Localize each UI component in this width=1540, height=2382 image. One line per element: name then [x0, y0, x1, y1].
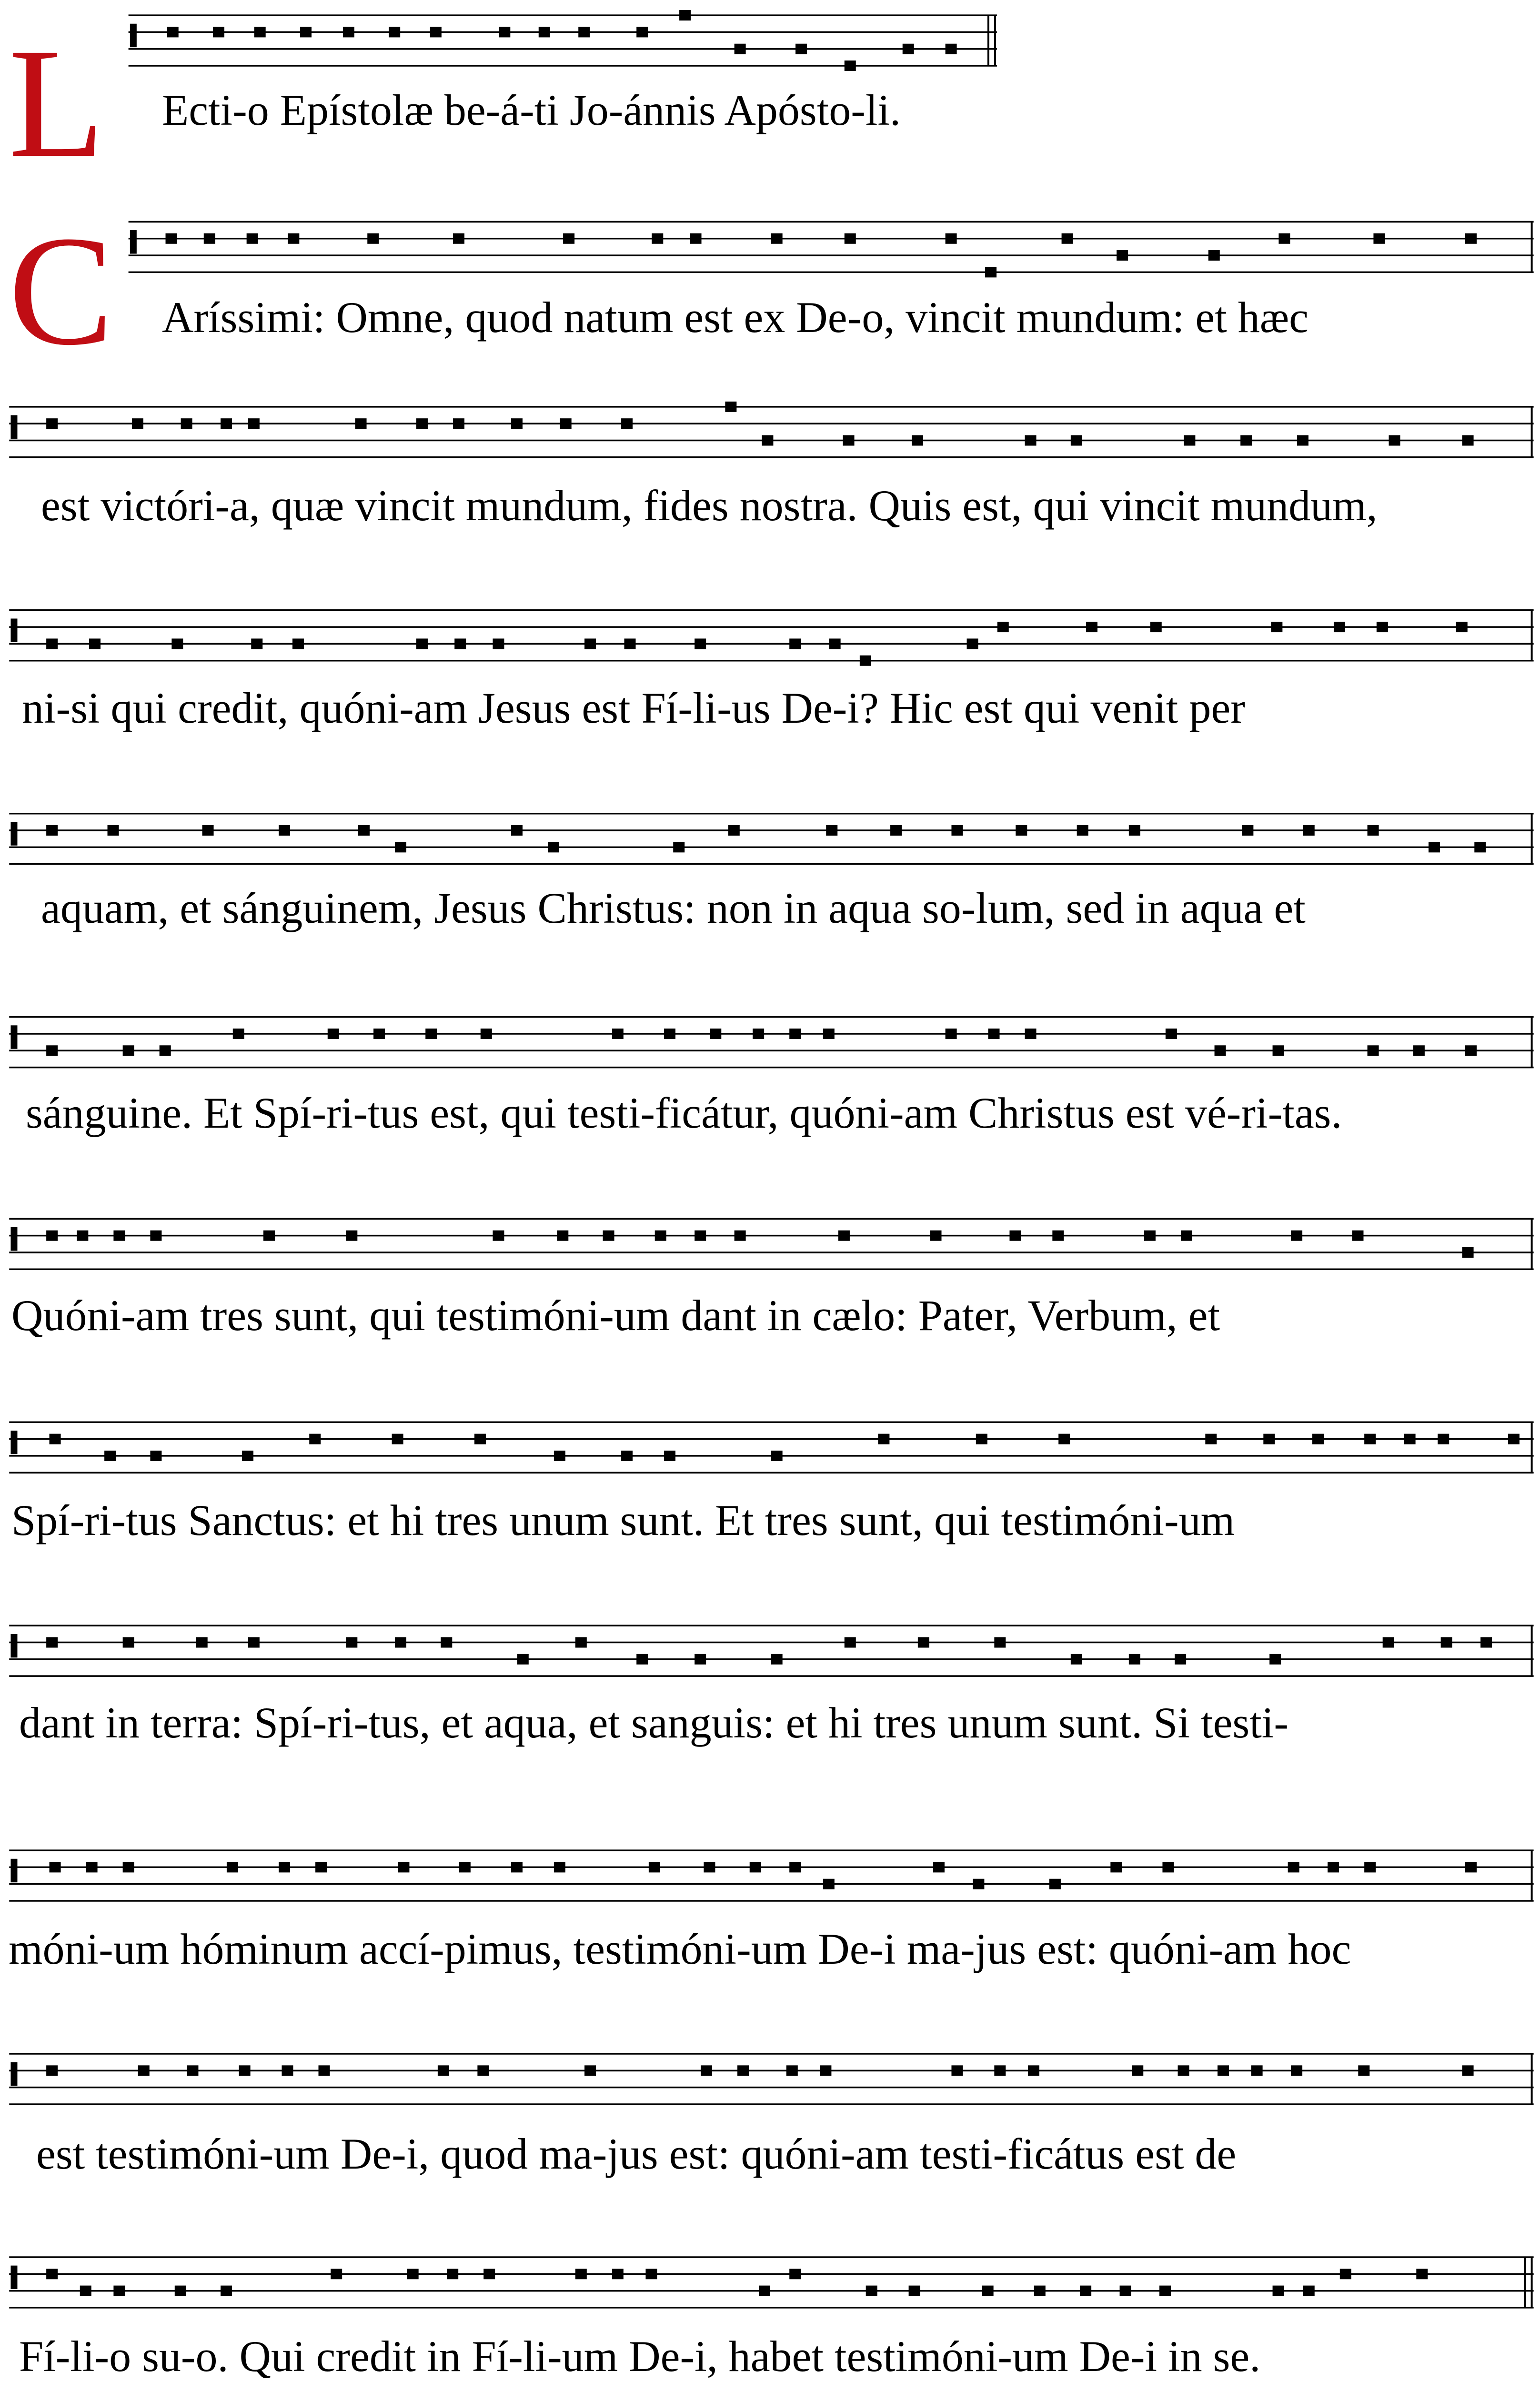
neume-punctum [46, 1231, 58, 1241]
neume-punctum [150, 1231, 161, 1241]
neume-punctum [1080, 2286, 1091, 2296]
neume-punctum [1312, 1434, 1324, 1444]
neume-punctum [77, 1231, 88, 1241]
neume-punctum [1462, 2065, 1474, 2076]
neume-punctum [1058, 1434, 1070, 1444]
lyric-line: est victóri-a, quæ vincit mundum, fides nostra. Quis est, qui vincit mundum, [41, 481, 1378, 530]
neume-punctum [346, 1231, 357, 1241]
neume-punctum [187, 2065, 198, 2076]
neume-punctum [860, 656, 871, 666]
neume-punctum [621, 418, 633, 429]
neume-punctum [695, 638, 706, 649]
neume-punctum [46, 1045, 58, 1056]
neume-punctum [845, 1637, 856, 1648]
neume-punctum [398, 1862, 409, 1872]
neume-punctum [737, 2065, 749, 2076]
lyric-line: sánguine. Et Spí-ri-tus est, qui testi-ficátur, quóni-am Christus est vé-ri-tas. [26, 1089, 1342, 1137]
neume-punctum [221, 2286, 232, 2296]
neume-punctum [46, 638, 58, 649]
neume-punctum [1462, 1247, 1474, 1258]
neume-punctum [997, 622, 1009, 632]
neume-punctum [1242, 825, 1253, 836]
neume-punctum [557, 1231, 568, 1241]
neume-punctum [1086, 622, 1097, 632]
neume-punctum [108, 825, 119, 836]
neume-punctum [166, 233, 177, 244]
neume-punctum [909, 2286, 920, 2296]
neume-punctum [1438, 1434, 1449, 1444]
neume-punctum [150, 1451, 161, 1461]
neume-punctum [838, 1231, 850, 1241]
neume-punctum [474, 1434, 486, 1444]
neume-punctum [789, 2269, 801, 2279]
neume-punctum [771, 1654, 783, 1665]
neume-punctum [612, 1029, 624, 1039]
neume-punctum [789, 1029, 801, 1039]
neume-punctum [976, 1434, 987, 1444]
neume-punctum [621, 1451, 633, 1461]
neume-punctum [695, 1231, 706, 1241]
neume-punctum [1144, 1231, 1156, 1241]
neume-punctum [1297, 435, 1308, 445]
neume-punctum [227, 1862, 238, 1872]
neume-punctum [1389, 435, 1400, 445]
neume-punctum [282, 2065, 293, 2076]
neume-punctum [946, 1029, 957, 1039]
neume-punctum [1218, 2065, 1229, 2076]
neume-punctum [1291, 2065, 1302, 2076]
neume-punctum [1175, 1654, 1186, 1665]
neume-punctum [584, 638, 596, 649]
neume-punctum [664, 1451, 675, 1461]
neume-punctum [820, 2065, 831, 2076]
neume-punctum [930, 1231, 942, 1241]
neume-punctum [1077, 825, 1088, 836]
neume-punctum [1404, 1434, 1416, 1444]
neume-punctum [167, 27, 179, 37]
neume-punctum [292, 638, 304, 649]
neume-punctum [563, 233, 574, 244]
neume-punctum [845, 233, 856, 244]
neume-punctum [759, 2286, 770, 2296]
neume-punctum [823, 1879, 835, 1889]
neume-punctum [903, 44, 914, 54]
c-clef [130, 230, 137, 253]
neume-punctum [113, 1231, 125, 1241]
lyric-line: Spí-ri-tus Sanctus: et hi tres unum sunt. Et tres sunt, qui testimóni-um [11, 1496, 1235, 1544]
neume-punctum [425, 1029, 437, 1039]
neume-punctum [1273, 1045, 1284, 1056]
lyric-line: móni-um hóminum accí-pimus, testimóni-um De-i ma-jus est: quóni-am hoc [9, 1925, 1351, 1973]
neume-punctum [367, 233, 379, 244]
neume-punctum [511, 418, 523, 429]
neume-punctum [279, 1862, 290, 1872]
neume-punctum [578, 27, 590, 37]
neume-punctum [636, 1654, 648, 1665]
neume-punctum [1110, 1862, 1122, 1872]
neume-punctum [1052, 1231, 1064, 1241]
neume-punctum [1474, 842, 1486, 852]
neume-punctum [438, 2065, 449, 2076]
neume-punctum [1117, 250, 1128, 261]
neume-punctum [1071, 435, 1082, 445]
neume-punctum [1364, 1862, 1376, 1872]
neume-punctum [1025, 435, 1037, 445]
neume-punctum [319, 2065, 330, 2076]
neume-punctum [80, 2286, 91, 2296]
neume-punctum [789, 638, 801, 649]
neume-punctum [1303, 2286, 1315, 2296]
neume-punctum [251, 638, 262, 649]
neume-punctum [1352, 1231, 1363, 1241]
neume-punctum [829, 638, 841, 649]
neume-punctum [46, 2065, 58, 2076]
neume-punctum [771, 1451, 783, 1461]
neume-punctum [1269, 1654, 1281, 1665]
c-clef [10, 1859, 17, 1882]
neume-punctum [1334, 622, 1345, 632]
neume-punctum [843, 435, 855, 445]
neume-punctum [1368, 825, 1379, 836]
neume-punctum [132, 418, 143, 429]
neume-punctum [1166, 1029, 1177, 1039]
neume-punctum [795, 44, 807, 54]
neume-punctum [1278, 233, 1290, 244]
lyric-line: Quóni-am tres sunt, qui testimóni-um dant in cælo: Pater, Verbum, et [11, 1291, 1220, 1340]
neume-punctum [701, 2065, 712, 2076]
neume-punctum [1465, 1045, 1477, 1056]
neume-punctum [395, 1637, 406, 1648]
neume-punctum [1429, 842, 1440, 852]
neume-punctum [1049, 1879, 1061, 1889]
neume-punctum [499, 27, 510, 37]
neume-punctum [242, 1451, 253, 1461]
neume-punctum [1181, 1231, 1192, 1241]
neume-punctum [973, 1879, 984, 1889]
neume-punctum [416, 418, 428, 429]
neume-punctum [845, 61, 856, 71]
neume-punctum [493, 1231, 504, 1241]
neume-punctum [315, 1862, 327, 1872]
neume-punctum [753, 1029, 764, 1039]
lyric-line: Ecti-o Epístolæ be-á-ti Jo-ánnis Apósto-li. [162, 86, 901, 134]
neume-punctum [1132, 2065, 1143, 2076]
neume-punctum [918, 1637, 929, 1648]
neume-punctum [554, 1451, 565, 1461]
neume-punctum [481, 1029, 492, 1039]
neume-punctum [204, 233, 215, 244]
neume-punctum [786, 2065, 798, 2076]
neume-punctum [86, 1862, 98, 1872]
neume-punctum [560, 418, 572, 429]
neume-punctum [1016, 825, 1027, 836]
neume-punctum [46, 1637, 58, 1648]
c-clef [10, 1025, 17, 1049]
neume-punctum [612, 2269, 624, 2279]
neume-punctum [1208, 250, 1220, 261]
neume-punctum [50, 1434, 61, 1444]
neume-punctum [1240, 435, 1252, 445]
neume-punctum [1368, 1045, 1379, 1056]
neume-punctum [826, 825, 837, 836]
neume-punctum [160, 1045, 171, 1056]
neume-punctum [1364, 1434, 1376, 1444]
initial-letter: L [9, 16, 105, 190]
neume-punctum [517, 1654, 529, 1665]
c-clef [10, 2266, 17, 2289]
neume-punctum [1120, 2286, 1131, 2296]
neume-punctum [1377, 622, 1388, 632]
neume-punctum [89, 638, 101, 649]
neume-punctum [1159, 2286, 1171, 2296]
neume-punctum [430, 27, 442, 37]
neume-punctum [673, 842, 684, 852]
neume-punctum [123, 1637, 134, 1648]
neume-punctum [1251, 2065, 1263, 2076]
neume-punctum [454, 638, 466, 649]
neume-punctum [459, 1862, 471, 1872]
neume-punctum [279, 825, 290, 836]
neume-punctum [866, 2286, 877, 2296]
neume-punctum [1383, 1637, 1394, 1648]
neume-punctum [982, 2286, 994, 2296]
neume-punctum [477, 2065, 489, 2076]
neume-punctum [789, 1862, 801, 1872]
neume-punctum [994, 1637, 1006, 1648]
neume-punctum [511, 1862, 523, 1872]
neume-punctum [728, 825, 740, 836]
c-clef [10, 2062, 17, 2086]
neume-punctum [1205, 1434, 1217, 1444]
neume-punctum [679, 10, 691, 20]
neume-punctum [1416, 2269, 1428, 2279]
lyric-line: aquam, et sánguinem, Jesus Christus: non in aqua so-lum, sed in aqua et [41, 884, 1306, 932]
neume-punctum [328, 1029, 339, 1039]
c-clef [10, 618, 17, 642]
neume-punctum [511, 825, 523, 836]
neume-punctum [750, 1862, 761, 1872]
neume-punctum [123, 1862, 134, 1872]
neume-punctum [603, 1231, 614, 1241]
c-clef [10, 1431, 17, 1454]
neume-punctum [1009, 1231, 1021, 1241]
neume-punctum [309, 1434, 321, 1444]
neume-punctum [1508, 1434, 1520, 1444]
neume-punctum [624, 638, 636, 649]
neume-punctum [46, 418, 58, 429]
neume-punctum [890, 825, 902, 836]
neume-punctum [263, 1231, 275, 1241]
neume-punctum [704, 1862, 715, 1872]
neume-punctum [138, 2065, 150, 2076]
neume-punctum [1373, 233, 1385, 244]
neume-punctum [1263, 1434, 1275, 1444]
neume-punctum [392, 1434, 403, 1444]
neume-punctum [1303, 825, 1315, 836]
neume-punctum [690, 233, 702, 244]
neume-punctum [123, 1045, 134, 1056]
neume-punctum [1129, 825, 1140, 836]
neume-punctum [407, 2269, 419, 2279]
neume-punctum [358, 825, 370, 836]
initial-letter: C [9, 204, 114, 378]
neume-punctum [539, 27, 550, 37]
neume-punctum [395, 842, 406, 852]
neume-punctum [762, 435, 773, 445]
neume-punctum [878, 1434, 889, 1444]
neume-punctum [1465, 1862, 1477, 1872]
neume-punctum [50, 1862, 61, 1872]
neume-punctum [181, 418, 192, 429]
neume-punctum [254, 27, 266, 37]
neume-punctum [1358, 2065, 1369, 2076]
neume-punctum [1456, 622, 1468, 632]
neume-punctum [725, 402, 736, 412]
neume-punctum [1025, 1029, 1037, 1039]
neume-punctum [1462, 435, 1474, 445]
neume-punctum [771, 233, 783, 244]
neume-punctum [575, 2269, 587, 2279]
neume-punctum [46, 2269, 58, 2279]
c-clef [130, 24, 137, 47]
neume-punctum [652, 233, 663, 244]
neume-punctum [1178, 2065, 1189, 2076]
neume-punctum [735, 1231, 746, 1241]
neume-punctum [710, 1029, 721, 1039]
neume-punctum [655, 1231, 666, 1241]
neume-punctum [416, 638, 428, 649]
neume-punctum [554, 1862, 565, 1872]
neume-punctum [994, 2065, 1006, 2076]
neume-punctum [695, 1654, 706, 1665]
neume-punctum [248, 418, 260, 429]
neume-punctum [441, 1637, 452, 1648]
neume-punctum [1062, 233, 1073, 244]
neume-punctum [239, 2065, 251, 2076]
neume-punctum [912, 435, 923, 445]
neume-punctum [1034, 2286, 1046, 2296]
neume-punctum [331, 2269, 342, 2279]
neume-punctum [221, 418, 232, 429]
neume-punctum [575, 1637, 587, 1648]
neume-punctum [1071, 1654, 1082, 1665]
neume-punctum [823, 1029, 835, 1039]
neume-punctum [447, 2269, 458, 2279]
neume-punctum [548, 842, 559, 852]
lyric-line: ni-si qui credit, quóni-am Jesus est Fí-li-us De-i? Hic est qui venit per [22, 684, 1245, 732]
neume-punctum [113, 2286, 125, 2296]
neume-punctum [1480, 1637, 1492, 1648]
c-clef [10, 1227, 17, 1251]
neume-punctum [196, 1637, 208, 1648]
lyric-line: est testimóni-um De-i, quod ma-jus est: quóni-am testi-ficátus est de [36, 2130, 1237, 2178]
neume-punctum [946, 233, 957, 244]
neume-punctum [1215, 1045, 1226, 1056]
neume-punctum [453, 418, 464, 429]
neume-punctum [664, 1029, 675, 1039]
c-clef [10, 1634, 17, 1657]
lyric-line: Fí-li-o su-o. Qui credit in Fí-li-um De-i, habet testimóni-um De-i in se. [19, 2332, 1261, 2381]
neume-punctum [1150, 622, 1162, 632]
neume-punctum [300, 27, 312, 37]
neume-punctum [1288, 1862, 1299, 1872]
neume-punctum [104, 1451, 116, 1461]
neume-punctum [1328, 1862, 1339, 1872]
neume-punctum [1291, 1231, 1302, 1241]
neume-punctum [483, 2269, 495, 2279]
neume-punctum [373, 1029, 385, 1039]
neume-punctum [946, 44, 957, 54]
neume-punctum [233, 1029, 244, 1039]
neume-punctum [389, 27, 400, 37]
neume-punctum [46, 825, 58, 836]
neume-punctum [288, 233, 299, 244]
neume-punctum [493, 638, 504, 649]
neume-punctum [988, 1029, 1000, 1039]
neume-punctum [1273, 2286, 1284, 2296]
neume-punctum [1129, 1654, 1140, 1665]
neume-punctum [584, 2065, 596, 2076]
neume-punctum [213, 27, 224, 37]
neume-punctum [951, 2065, 963, 2076]
c-clef [10, 822, 17, 845]
neume-punctum [355, 418, 367, 429]
neume-punctum [645, 2269, 657, 2279]
neume-punctum [175, 2286, 186, 2296]
neume-punctum [985, 267, 996, 277]
lyric-line: dant in terra: Spí-ri-tus, et aqua, et sanguis: et hi tres unum sunt. Si testi- [19, 1698, 1288, 1747]
neume-punctum [248, 1637, 260, 1648]
neume-punctum [649, 1862, 660, 1872]
neume-punctum [967, 638, 978, 649]
neume-punctum [1162, 1862, 1174, 1872]
neume-punctum [1028, 2065, 1039, 2076]
neume-punctum [453, 233, 464, 244]
neume-punctum [343, 27, 354, 37]
neume-punctum [735, 44, 746, 54]
neume-punctum [346, 1637, 357, 1648]
lyric-line: Aríssimi: Omne, quod natum est ex De-o, vincit mundum: et hæc [162, 293, 1309, 342]
neume-punctum [1184, 435, 1195, 445]
neume-punctum [951, 825, 963, 836]
neume-punctum [933, 1862, 945, 1872]
neume-punctum [202, 825, 214, 836]
neume-punctum [1413, 1045, 1425, 1056]
neume-punctum [636, 27, 648, 37]
c-clef [10, 415, 17, 439]
neume-punctum [171, 638, 183, 649]
neume-punctum [1441, 1637, 1452, 1648]
neume-punctum [1340, 2269, 1351, 2279]
neume-punctum [247, 233, 258, 244]
neume-punctum [1271, 622, 1282, 632]
neume-punctum [1465, 233, 1477, 244]
